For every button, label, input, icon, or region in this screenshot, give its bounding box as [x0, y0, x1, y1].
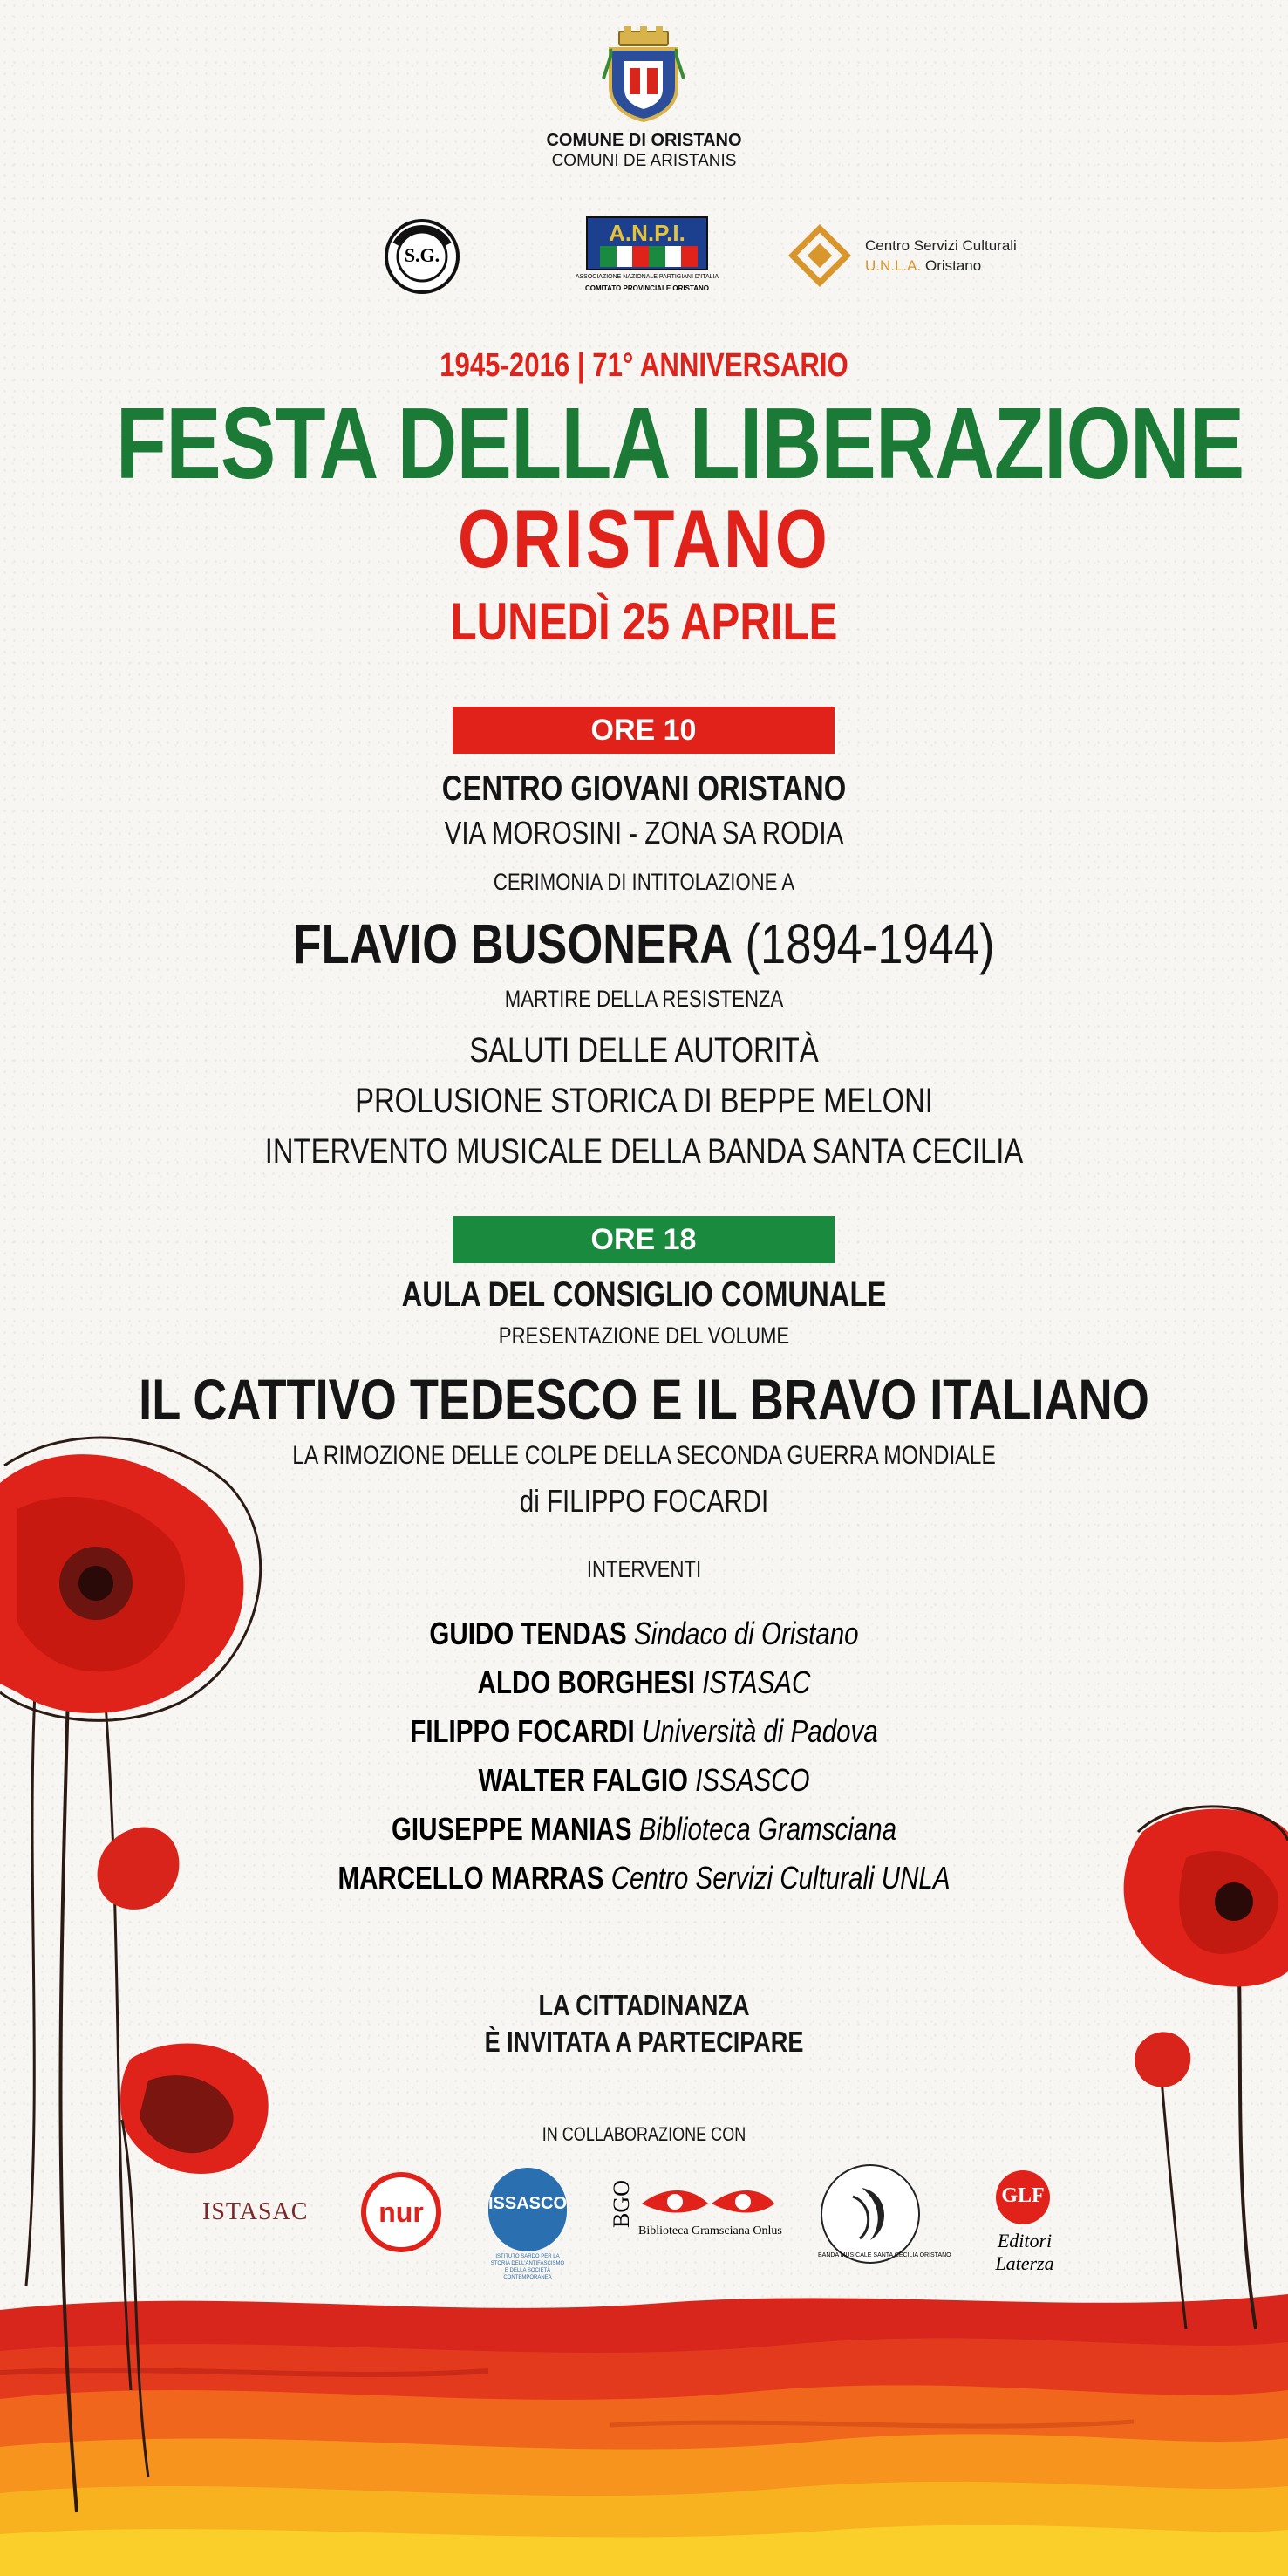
- speakers-label: INTERVENTI: [586, 1556, 702, 1582]
- anpi-line1: ASSOCIAZIONE NAZIONALE PARTIGIANI D'ITALIA: [575, 274, 719, 280]
- time-badge-morning: ORE 10: [453, 707, 835, 754]
- speaker-name: GIUSEPPE MANIAS: [391, 1811, 632, 1847]
- event1-address: VIA MOROSINI - ZONA SA RODIA: [444, 815, 844, 851]
- spazio-giovani-logo: [384, 218, 460, 295]
- laterza-name: Editori Laterza: [995, 2230, 1054, 2274]
- book-subtitle: LA RIMOZIONE DELLE COLPE DELLA SECONDA GUERRA MONDIALE: [292, 1441, 996, 1470]
- honoree-years: (1894-1944): [732, 912, 995, 975]
- invitation-line2: È INVITATA A PARTECIPARE: [484, 2026, 804, 2058]
- anpi-line2: COMITATO PROVINCIALE ORISTANO: [584, 284, 710, 292]
- nur-text: nur: [378, 2197, 424, 2228]
- unla-acronym: U.N.L.A.: [865, 257, 922, 274]
- unla-line1: Centro Servizi Culturali: [865, 237, 1017, 254]
- issasco-name: ISSASCO: [488, 2194, 568, 2213]
- honoree-description: MARTIRE DELLA RESISTENZA: [504, 986, 784, 1012]
- event1-intro: CERIMONIA DI INTITOLAZIONE A: [493, 869, 795, 895]
- speaker-role: ISSASCO: [695, 1762, 810, 1798]
- event-date: LUNEDÌ 25 APRILE: [450, 592, 838, 651]
- bgo-logo: [609, 2181, 783, 2251]
- bgo-letters: BGO: [609, 2180, 634, 2228]
- book-author: di FILIPPO FOCARDI: [519, 1483, 769, 1519]
- speaker-name: WALTER FALGIO: [478, 1762, 689, 1798]
- event-title: FESTA DELLA LIBERAZIONE: [115, 386, 1244, 500]
- speaker-role: Biblioteca Gramsciana: [638, 1811, 897, 1847]
- honoree-name: FLAVIO BUSONERA: [293, 912, 733, 975]
- event1-venue: CENTRO GIOVANI ORISTANO: [441, 769, 847, 808]
- spazio-giovani-initials: S.G.: [404, 244, 440, 266]
- book-title: IL CATTIVO TEDESCO E IL BRAVO ITALIANO: [139, 1367, 1149, 1431]
- speaker-name: FILIPPO FOCARDI: [410, 1713, 635, 1749]
- istasac-logo: ISTASAC: [202, 2198, 309, 2225]
- speaker-role: Università di Padova: [641, 1713, 878, 1749]
- speaker-role: Sindaco di Oristano: [633, 1616, 859, 1651]
- city-crest-icon: [600, 26, 687, 122]
- municipality-name: COMUNE DI ORISTANO: [546, 131, 742, 150]
- collaboration-label: IN COLLABORAZIONE CON: [542, 2123, 746, 2145]
- issasco-logo: [488, 2168, 567, 2290]
- laterza-logo: [968, 2170, 1090, 2274]
- speaker-role: Centro Servizi Culturali UNLA: [610, 1860, 951, 1896]
- speaker-row: [116, 1860, 1172, 1896]
- speaker-row: [116, 1811, 1172, 1848]
- unla-logo-icon: [787, 222, 853, 289]
- program-item: INTERVENTO MUSICALE DELLA BANDA SANTA CECILIA: [264, 1132, 1024, 1171]
- banda-logo: [818, 2162, 951, 2266]
- unla-line2: [865, 257, 981, 275]
- banda-name: BANDA MUSICALE SANTA CECILIA ORISTANO: [818, 2252, 951, 2258]
- program-item: PROLUSIONE STORICA DI BEPPE MELONI: [355, 1082, 933, 1120]
- event2-intro: PRESENTAZIONE DEL VOLUME: [498, 1322, 790, 1349]
- unla-city: Oristano: [921, 257, 982, 274]
- time-badge-evening: ORE 18: [453, 1216, 835, 1263]
- invitation-line1: LA CITTADINANZA: [538, 1989, 750, 2021]
- speaker-name: ALDO BORGHESI: [477, 1664, 695, 1700]
- bgo-description: Biblioteca Gramsciana Onlus: [638, 2224, 782, 2238]
- anpi-logo: [575, 216, 719, 295]
- speaker-row: [116, 1713, 1172, 1750]
- anniversary-line: 1945-2016 | 71° ANNIVERSARIO: [440, 347, 848, 384]
- program-item: SALUTI DELLE AUTORITÀ: [469, 1031, 819, 1069]
- poppy-left-large: [0, 1431, 270, 2530]
- event-city: ORISTANO: [457, 493, 831, 584]
- speaker-role: ISTASAC: [702, 1664, 811, 1700]
- issasco-description: ISTITUTO SARDO PER LA STORIA DELL'ANTIFASCISMO E DELLA SOCIETÀ CONTEMPORANEA: [490, 2254, 565, 2280]
- nur-logo: [361, 2172, 441, 2252]
- speaker-row: [116, 1664, 1172, 1701]
- speaker-name: GUIDO TENDAS: [429, 1616, 627, 1651]
- speaker-name: MARCELLO MARRAS: [337, 1860, 604, 1896]
- anpi-name: A.N.P.I.: [609, 220, 685, 246]
- municipality-name-sardinian: COMUNI DE ARISTANIS: [551, 152, 737, 170]
- event2-venue: AULA DEL CONSIGLIO COMUNALE: [401, 1275, 887, 1314]
- laterza-mark: GLF: [1001, 2184, 1045, 2207]
- honoree: [116, 911, 1172, 977]
- speaker-row: [116, 1762, 1172, 1799]
- speaker-row: [116, 1616, 1172, 1652]
